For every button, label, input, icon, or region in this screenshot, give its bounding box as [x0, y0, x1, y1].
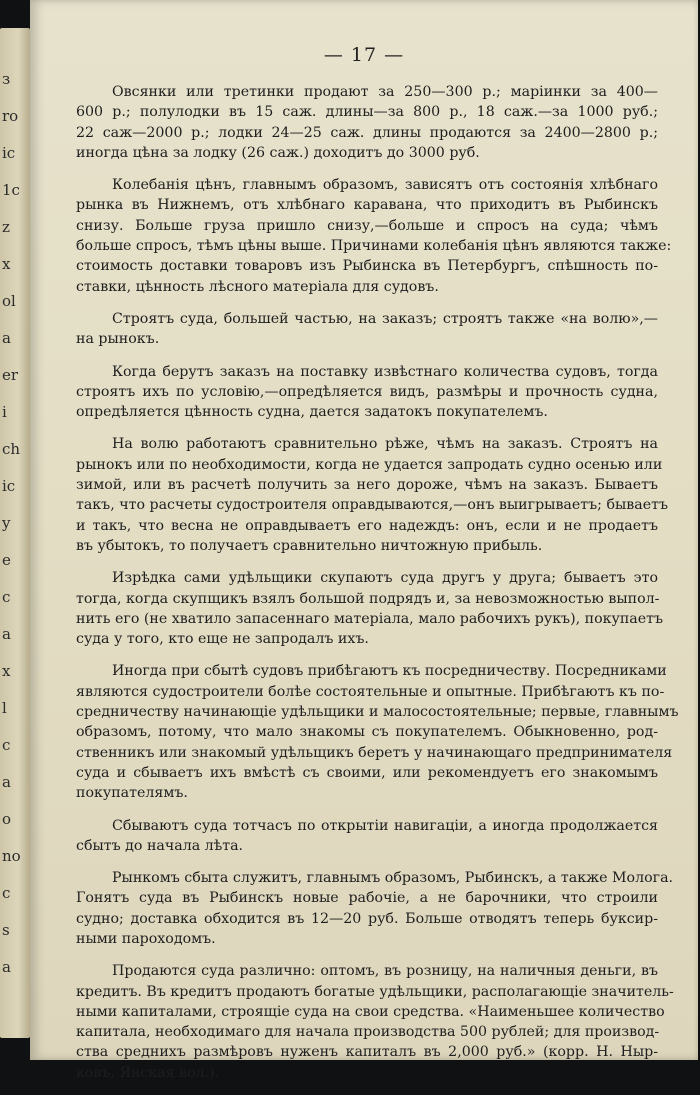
adjacent-page-fragment: s — [2, 921, 10, 939]
book-page — [30, 0, 698, 1081]
adjacent-page-fragment: e — [2, 551, 11, 569]
text-line: зимой, или въ расчетѣ получить за него дороже, чѣмъ на заказъ. Бываетъ — [76, 477, 658, 494]
adjacent-page-fragment: 1c — [2, 181, 20, 199]
text-line: Гонятъ суда въ Рыбинскъ новые рабочіе, а не барочники, что строили — [76, 890, 658, 907]
text-line: въ убытокъ, то получаетъ сравнительно ничтожную прибыль. — [76, 537, 543, 554]
paragraph — [76, 82, 658, 163]
text-line: Колебанія цѣнъ, главнымъ образомъ, зависятъ отъ состоянія хлѣбнаго — [112, 177, 658, 194]
adjacent-page-fragment: ic — [2, 477, 16, 495]
adjacent-page-fragment: c — [2, 736, 11, 754]
text-line: Овсянки или третинки продают за 250—300 р.; маріинки за 400— — [112, 84, 658, 100]
text-line: строятъ ихъ по условію,—опредѣляется видъ, размѣры и прочность судна, — [76, 383, 658, 400]
text-line: суда у того, кто еще не запродалъ ихъ. — [76, 631, 369, 648]
adjacent-page-fragment: no — [2, 847, 21, 865]
text-line: иногда цѣна за лодку (26 саж.) доходитъ до 3000 руб. — [76, 144, 480, 161]
text-line: снизу. Больше груза пришло снизу,—больше и спросъ на суда; чѣмъ — [76, 217, 658, 234]
text-line: стоимость доставки товаровъ изъ Рыбинска въ Петербургъ, спѣшность по- — [76, 258, 658, 275]
adjacent-page-fragment: o — [2, 810, 12, 828]
text-line: тогда, когда скупщикъ взялъ большой подрядъ и, за невозможностью выпол- — [76, 590, 660, 607]
text-line: ственникъ или знакомый удѣльщикъ беретъ у начинающаго предпринимателя — [76, 744, 673, 761]
text-line: сбытъ до начала лѣта. — [76, 837, 244, 854]
page-body-text — [76, 82, 679, 1095]
adjacent-page-fragment: x — [2, 255, 11, 273]
text-line: Сбываютъ суда тотчасъ по открытіи навигаціи, а иногда продолжается — [112, 817, 658, 834]
adjacent-page-fragment: c — [2, 588, 11, 606]
text-line: судно; доставка обходится въ 12—20 руб. Больше отводятъ теперь буксир- — [76, 910, 658, 927]
text-line: опредѣляется цѣнность судна, дается задатокъ покупателемъ. — [76, 404, 548, 421]
paragraph — [76, 362, 658, 423]
adjacent-page-fragment: a — [2, 329, 11, 347]
page-number: — 17 — — [323, 44, 405, 66]
text-line: Продаются суда различно: оптомъ, въ розницу, на наличныя деньги, въ — [112, 963, 658, 980]
adjacent-page-fragment: a — [2, 625, 11, 643]
text-line: 600 р.; полулодки въ 15 саж. длины—за 800 р., 18 саж.—за 1000 руб.; — [76, 104, 658, 121]
paragraph — [76, 568, 664, 649]
paragraph — [76, 661, 679, 803]
text-line: На волю работаютъ сравнительно рѣже, чѣмъ на заказъ. Строятъ на — [112, 436, 658, 453]
text-line: капитала, необходимаго для начала производства 500 рублей; для производ- — [76, 1024, 660, 1041]
adjacent-page-fragment: c — [2, 884, 11, 902]
text-line: такъ, что расчеты судостроителя оправдываются,—онъ выигрываетъ; бываетъ — [76, 497, 669, 514]
text-line: образомъ, потому, что мало знакомы съ покупателемъ. Обыкновенно, род- — [76, 724, 658, 741]
adjacent-page-fragment: a — [2, 773, 11, 791]
text-line: Изрѣдка сами удѣльщики скупаютъ суда другъ у друга; бываетъ это — [112, 570, 658, 587]
adjacent-page-fragment: er — [2, 366, 19, 384]
text-line: являются судостроители болѣе состоятельные и опытные. Прибѣгаютъ къ по- — [76, 683, 665, 700]
text-line: больше спросъ, тѣмъ цѣны выше. Причинами колебанія цѣнъ являются также: — [76, 238, 672, 255]
text-line: ставки, цѣнность лѣсного матеріала для судовъ. — [76, 278, 439, 295]
adjacent-page-fragment: ro — [2, 107, 19, 125]
text-line: 22 саж—2000 р.; лодки 24—25 саж. длины продаются за 2400—2800 р.; — [76, 124, 658, 141]
text-line: средничеству начинающіе удѣльщики и малосостоятельные; первые, главнымъ — [76, 704, 679, 721]
paragraph — [76, 868, 674, 949]
adjacent-page-edge — [0, 28, 30, 1038]
text-line: Когда берутъ заказъ на поставку извѣстнаго количества судовъ, тогда — [112, 363, 658, 380]
paragraph — [76, 309, 658, 350]
paragraph — [76, 961, 674, 1083]
adjacent-page-fragment: y — [2, 514, 11, 532]
adjacent-page-fragment: z — [2, 218, 10, 236]
text-line: Строятъ суда, большей частью, на заказъ; строятъ также «на волю»,— — [112, 310, 658, 327]
adjacent-page-fragment: ol — [2, 292, 16, 310]
adjacent-page-fragment: i — [2, 403, 7, 421]
text-line: Иногда при сбытѣ судовъ прибѣгаютъ къ посредничеству. Посредниками — [112, 663, 667, 680]
text-line: ными пароходомъ. — [76, 930, 216, 947]
text-line: Рынкомъ сбыта служитъ, главнымъ образомъ, Рыбинскъ, а также Молога. — [112, 870, 674, 887]
text-line: ства среднихъ размѣровъ нуженъ капиталъ въ 2,000 руб.» (корр. Н. Ныр- — [76, 1044, 658, 1061]
adjacent-page-fragment: l — [2, 699, 7, 717]
adjacent-page-fragment: ch — [2, 440, 21, 458]
adjacent-page-fragment: a — [2, 958, 11, 976]
adjacent-page-fragment: ic — [2, 144, 16, 162]
adjacent-page-fragment: з — [2, 70, 11, 88]
text-line: рынокъ или по необходимости, когда не удается запродать судно осенью или — [76, 456, 663, 473]
text-line: на рынокъ. — [76, 331, 160, 348]
text-line: суда и сбываетъ ихъ вмѣстѣ съ своими, или рекомендуетъ его знакомымъ — [76, 764, 658, 781]
text-line: ными капиталами, строящіе суда на свои средства. «Наименьшее количество — [76, 1003, 665, 1020]
paragraph — [76, 434, 669, 556]
paragraph — [76, 175, 672, 297]
text-line: рынка въ Нижнемъ, отъ хлѣбнаго каравана, что приходитъ въ Рыбинскъ — [76, 197, 658, 214]
adjacent-page-fragment: x — [2, 662, 11, 680]
text-line: нить его (не хватило запасеннаго матеріала, мало рабочихъ рукъ), покупаетъ — [76, 610, 664, 627]
text-line: кредитъ. Въ кредитъ продаютъ богатые удѣльщики, располагающіе значитель- — [76, 983, 674, 1000]
text-line: ковъ, Янская вол.). — [76, 1064, 220, 1081]
text-line: покупателямъ. — [76, 785, 188, 802]
text-line: и такъ, что весна не оправдываетъ его надеждъ: онъ, если и не продаетъ — [76, 517, 658, 534]
paragraph — [76, 816, 658, 857]
